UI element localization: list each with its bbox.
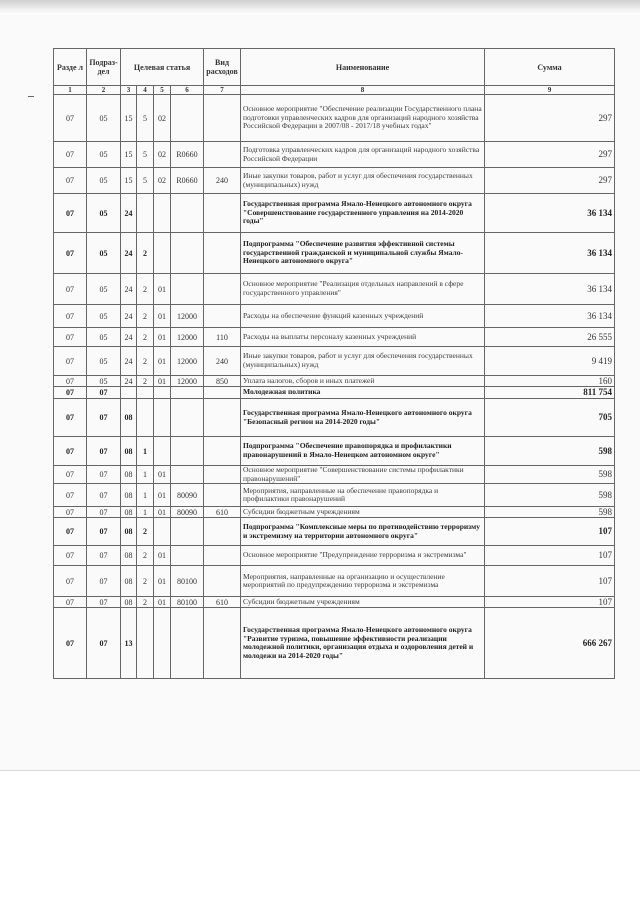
col-header-podrazdel: Подраз- дел xyxy=(87,49,121,86)
subprogram-code-cell: 2 xyxy=(137,546,154,566)
table-row xyxy=(54,484,615,507)
name-cell: Подпрограмма "Обеспечение правопорядка и профилактики правонарушений в Ямало-Ненецком автономном округе" xyxy=(241,437,485,466)
col-number: 7 xyxy=(204,86,241,95)
expense-type-cell xyxy=(204,546,241,566)
program-code-cell xyxy=(121,387,137,399)
podrazdel-cell: 07 xyxy=(87,466,121,484)
program-code-cell: 24 xyxy=(121,194,137,233)
podrazdel-cell: 05 xyxy=(87,328,121,347)
event-code-cell: 02 xyxy=(154,168,171,194)
razdel-cell: 07 xyxy=(54,518,87,546)
sum-cell: 297 xyxy=(485,168,615,194)
name-cell: Мероприятия, направленные на обеспечение правопорядка и профилактики правонарушений xyxy=(241,484,485,507)
razdel-cell: 07 xyxy=(54,608,87,679)
margin-mark xyxy=(28,96,34,97)
program-code-cell: 08 xyxy=(121,546,137,566)
subprogram-code-cell: 1 xyxy=(137,437,154,466)
column-number-row xyxy=(54,86,615,95)
col-number: 2 xyxy=(87,86,121,95)
podrazdel-cell: 05 xyxy=(87,274,121,305)
sum-cell: 705 xyxy=(485,399,615,437)
table-body xyxy=(54,95,615,679)
event-code-cell: 01 xyxy=(154,328,171,347)
program-code-cell: 08 xyxy=(121,597,137,608)
name-cell: Субсидии бюджетным учреждениям xyxy=(241,507,485,518)
subprogram-code-cell: 2 xyxy=(137,566,154,597)
podrazdel-cell: 07 xyxy=(87,597,121,608)
razdel-cell: 07 xyxy=(54,194,87,233)
col-header-vid-rashodov: Вид расходов xyxy=(204,49,241,86)
razdel-cell: 07 xyxy=(54,347,87,376)
subprogram-code-cell xyxy=(137,608,154,679)
col-header-summa: Сумма xyxy=(485,49,615,86)
razdel-cell: 07 xyxy=(54,597,87,608)
podrazdel-cell: 05 xyxy=(87,376,121,387)
razdel-cell: 07 xyxy=(54,546,87,566)
subprogram-code-cell: 1 xyxy=(137,507,154,518)
table-row xyxy=(54,274,615,305)
table-row xyxy=(54,347,615,376)
table-row xyxy=(54,376,615,387)
program-code-cell: 08 xyxy=(121,437,137,466)
table-row xyxy=(54,608,615,679)
razdel-cell: 07 xyxy=(54,466,87,484)
sum-cell: 26 555 xyxy=(485,328,615,347)
table-row xyxy=(54,194,615,233)
expense-type-cell xyxy=(204,518,241,546)
subprogram-code-cell: 2 xyxy=(137,328,154,347)
table-row xyxy=(54,518,615,546)
col-header-naimenovanie: Наименование xyxy=(241,49,485,86)
table-row xyxy=(54,328,615,347)
direction-code-cell xyxy=(171,233,204,274)
subprogram-code-cell: 5 xyxy=(137,142,154,168)
direction-code-cell: 12000 xyxy=(171,305,204,328)
table-row xyxy=(54,387,615,399)
expense-type-cell xyxy=(204,484,241,507)
table-row xyxy=(54,466,615,484)
expense-type-cell xyxy=(204,608,241,679)
expense-type-cell xyxy=(204,194,241,233)
event-code-cell: 02 xyxy=(154,142,171,168)
podrazdel-cell: 05 xyxy=(87,233,121,274)
event-code-cell xyxy=(154,399,171,437)
program-code-cell: 15 xyxy=(121,95,137,142)
podrazdel-cell: 07 xyxy=(87,518,121,546)
sum-cell: 107 xyxy=(485,518,615,546)
event-code-cell: 01 xyxy=(154,546,171,566)
direction-code-cell xyxy=(171,274,204,305)
razdel-cell: 07 xyxy=(54,507,87,518)
subprogram-code-cell: 2 xyxy=(137,376,154,387)
direction-code-cell: 80090 xyxy=(171,484,204,507)
podrazdel-cell: 07 xyxy=(87,566,121,597)
program-code-cell: 15 xyxy=(121,142,137,168)
subprogram-code-cell: 2 xyxy=(137,597,154,608)
event-code-cell: 01 xyxy=(154,507,171,518)
event-code-cell xyxy=(154,608,171,679)
expense-type-cell xyxy=(204,305,241,328)
expense-type-cell: 610 xyxy=(204,597,241,608)
name-cell: Основное мероприятие "Реализация отдельных направлений в сфере государственного управления" xyxy=(241,274,485,305)
name-cell: Подготовка управленческих кадров для организаций народного хозяйства Российской Федерации xyxy=(241,142,485,168)
direction-code-cell xyxy=(171,608,204,679)
subprogram-code-cell: 2 xyxy=(137,274,154,305)
program-code-cell: 24 xyxy=(121,376,137,387)
program-code-cell: 08 xyxy=(121,484,137,507)
podrazdel-cell: 05 xyxy=(87,95,121,142)
col-header-celevaya-statya: Целевая статья xyxy=(121,49,204,86)
sum-cell: 36 134 xyxy=(485,305,615,328)
event-code-cell: 02 xyxy=(154,95,171,142)
razdel-cell: 07 xyxy=(54,484,87,507)
sum-cell: 107 xyxy=(485,597,615,608)
podrazdel-cell: 05 xyxy=(87,194,121,233)
name-cell: Мероприятия, направленные на организацию и осуществление мероприятий по предупреждению терроризма и экстремизма xyxy=(241,566,485,597)
event-code-cell: 01 xyxy=(154,484,171,507)
name-cell: Государственная программа Ямало-Ненецкого автономного округа "Развитие туризма, повышение эффективности реализации молодежной политики, организация отдыха и оздоровления детей и молодежи на 2014-2020 годы" xyxy=(241,608,485,679)
direction-code-cell xyxy=(171,546,204,566)
event-code-cell: 01 xyxy=(154,597,171,608)
podrazdel-cell: 07 xyxy=(87,387,121,399)
podrazdel-cell: 05 xyxy=(87,305,121,328)
direction-code-cell: R0660 xyxy=(171,142,204,168)
podrazdel-cell: 05 xyxy=(87,347,121,376)
razdel-cell: 07 xyxy=(54,274,87,305)
col-number: 5 xyxy=(154,86,171,95)
razdel-cell: 07 xyxy=(54,387,87,399)
razdel-cell: 07 xyxy=(54,437,87,466)
sum-cell: 36 134 xyxy=(485,194,615,233)
table-row xyxy=(54,233,615,274)
col-number: 8 xyxy=(241,86,485,95)
program-code-cell: 08 xyxy=(121,566,137,597)
direction-code-cell xyxy=(171,518,204,546)
table-row xyxy=(54,305,615,328)
podrazdel-cell: 05 xyxy=(87,168,121,194)
razdel-cell: 07 xyxy=(54,376,87,387)
col-number: 1 xyxy=(54,86,87,95)
program-code-cell: 08 xyxy=(121,507,137,518)
expense-type-cell xyxy=(204,233,241,274)
direction-code-cell xyxy=(171,95,204,142)
event-code-cell: 01 xyxy=(154,347,171,376)
event-code-cell xyxy=(154,437,171,466)
direction-code-cell: 12000 xyxy=(171,376,204,387)
sum-cell: 107 xyxy=(485,546,615,566)
razdel-cell: 07 xyxy=(54,566,87,597)
expense-type-cell xyxy=(204,274,241,305)
direction-code-cell xyxy=(171,437,204,466)
direction-code-cell: 80100 xyxy=(171,566,204,597)
direction-code-cell xyxy=(171,387,204,399)
subprogram-code-cell: 2 xyxy=(137,347,154,376)
expense-type-cell xyxy=(204,387,241,399)
razdel-cell: 07 xyxy=(54,305,87,328)
event-code-cell: 01 xyxy=(154,376,171,387)
event-code-cell: 01 xyxy=(154,274,171,305)
event-code-cell xyxy=(154,518,171,546)
name-cell: Субсидии бюджетным учреждениям xyxy=(241,597,485,608)
expense-type-cell xyxy=(204,142,241,168)
event-code-cell xyxy=(154,194,171,233)
podrazdel-cell: 07 xyxy=(87,437,121,466)
name-cell: Подпрограмма "Обеспечение развития эффективной системы государственной гражданской и муниципальной службы Ямало-Ненецкого автономного округа" xyxy=(241,233,485,274)
col-number: 3 xyxy=(121,86,137,95)
subprogram-code-cell: 2 xyxy=(137,233,154,274)
name-cell: Молодежная политика xyxy=(241,387,485,399)
name-cell: Иные закупки товаров, работ и услуг для обеспечения государственных (муниципальных) нужд xyxy=(241,347,485,376)
event-code-cell xyxy=(154,387,171,399)
expense-type-cell xyxy=(204,437,241,466)
direction-code-cell: 12000 xyxy=(171,347,204,376)
podrazdel-cell: 05 xyxy=(87,142,121,168)
col-header-razdel: Разде л xyxy=(54,49,87,86)
table-row xyxy=(54,546,615,566)
name-cell: Уплата налогов, сборов и иных платежей xyxy=(241,376,485,387)
sum-cell: 297 xyxy=(485,142,615,168)
name-cell: Иные закупки товаров, работ и услуг для обеспечения государственных (муниципальных) нужд xyxy=(241,168,485,194)
event-code-cell: 01 xyxy=(154,566,171,597)
table-row xyxy=(54,437,615,466)
table-row xyxy=(54,597,615,608)
program-code-cell: 08 xyxy=(121,466,137,484)
table-row xyxy=(54,142,615,168)
razdel-cell: 07 xyxy=(54,233,87,274)
sum-cell: 598 xyxy=(485,466,615,484)
direction-code-cell: R0660 xyxy=(171,168,204,194)
program-code-cell: 08 xyxy=(121,518,137,546)
col-number: 4 xyxy=(137,86,154,95)
podrazdel-cell: 07 xyxy=(87,399,121,437)
table-row xyxy=(54,399,615,437)
program-code-cell: 08 xyxy=(121,399,137,437)
event-code-cell: 01 xyxy=(154,305,171,328)
direction-code-cell xyxy=(171,466,204,484)
expense-type-cell: 610 xyxy=(204,507,241,518)
col-number: 9 xyxy=(485,86,615,95)
subprogram-code-cell: 5 xyxy=(137,95,154,142)
sum-cell: 36 134 xyxy=(485,274,615,305)
razdel-cell: 07 xyxy=(54,328,87,347)
program-code-cell: 13 xyxy=(121,608,137,679)
direction-code-cell: 80090 xyxy=(171,507,204,518)
name-cell: Основное мероприятие "Предупреждение терроризма и экстремизма" xyxy=(241,546,485,566)
program-code-cell: 24 xyxy=(121,233,137,274)
razdel-cell: 07 xyxy=(54,399,87,437)
sum-cell: 598 xyxy=(485,437,615,466)
subprogram-code-cell: 1 xyxy=(137,484,154,507)
expense-type-cell xyxy=(204,466,241,484)
name-cell: Расходы на выплаты персоналу казенных учреждений xyxy=(241,328,485,347)
name-cell: Государственная программа Ямало-Ненецкого автономного округа "Совершенствование государственного управления на 2014-2020 годы" xyxy=(241,194,485,233)
program-code-cell: 24 xyxy=(121,328,137,347)
name-cell: Основное мероприятие "Совершенствование системы профилактики правонарушений" xyxy=(241,466,485,484)
program-code-cell: 15 xyxy=(121,168,137,194)
name-cell: Государственная программа Ямало-Ненецкого автономного округа "Безопасный регион на 2014-2020 годы" xyxy=(241,399,485,437)
table-row xyxy=(54,95,615,142)
sum-cell: 160 xyxy=(485,376,615,387)
razdel-cell: 07 xyxy=(54,95,87,142)
sum-cell: 598 xyxy=(485,484,615,507)
sum-cell: 297 xyxy=(485,95,615,142)
table-row xyxy=(54,566,615,597)
table-row xyxy=(54,168,615,194)
sum-cell: 598 xyxy=(485,507,615,518)
event-code-cell xyxy=(154,233,171,274)
program-code-cell: 24 xyxy=(121,274,137,305)
direction-code-cell xyxy=(171,399,204,437)
podrazdel-cell: 07 xyxy=(87,484,121,507)
podrazdel-cell: 07 xyxy=(87,507,121,518)
sum-cell: 811 754 xyxy=(485,387,615,399)
event-code-cell: 01 xyxy=(154,466,171,484)
subprogram-code-cell xyxy=(137,399,154,437)
podrazdel-cell: 07 xyxy=(87,608,121,679)
sum-cell: 666 267 xyxy=(485,608,615,679)
subprogram-code-cell xyxy=(137,387,154,399)
direction-code-cell xyxy=(171,194,204,233)
subprogram-code-cell xyxy=(137,194,154,233)
table-header-row xyxy=(54,49,615,86)
expense-type-cell xyxy=(204,95,241,142)
table-row xyxy=(54,507,615,518)
subprogram-code-cell: 2 xyxy=(137,518,154,546)
name-cell: Расходы на обеспечение функций казенных учреждений xyxy=(241,305,485,328)
expense-type-cell: 110 xyxy=(204,328,241,347)
expense-type-cell: 850 xyxy=(204,376,241,387)
program-code-cell: 24 xyxy=(121,347,137,376)
sum-cell: 107 xyxy=(485,566,615,597)
razdel-cell: 07 xyxy=(54,168,87,194)
direction-code-cell: 12000 xyxy=(171,328,204,347)
direction-code-cell: 80100 xyxy=(171,597,204,608)
subprogram-code-cell: 1 xyxy=(137,466,154,484)
budget-table xyxy=(53,48,615,679)
expense-type-cell: 240 xyxy=(204,347,241,376)
program-code-cell: 24 xyxy=(121,305,137,328)
subprogram-code-cell: 5 xyxy=(137,168,154,194)
col-number: 6 xyxy=(171,86,204,95)
name-cell: Подпрограмма "Комплексные меры по противодействию терроризму и экстремизму на территории автономного округа" xyxy=(241,518,485,546)
razdel-cell: 07 xyxy=(54,142,87,168)
subprogram-code-cell: 2 xyxy=(137,305,154,328)
name-cell: Основное мероприятие "Обеспечение реализации Государственного плана подготовки управленческих кадров для организаций народного хозяйства Российской Федерации в 2007/08 - 2017/18 учебных годах" xyxy=(241,95,485,142)
scan-top-shadow xyxy=(0,0,640,14)
sum-cell: 9 419 xyxy=(485,347,615,376)
expense-type-cell xyxy=(204,566,241,597)
expense-type-cell: 240 xyxy=(204,168,241,194)
podrazdel-cell: 07 xyxy=(87,546,121,566)
expense-type-cell xyxy=(204,399,241,437)
sum-cell: 36 134 xyxy=(485,233,615,274)
